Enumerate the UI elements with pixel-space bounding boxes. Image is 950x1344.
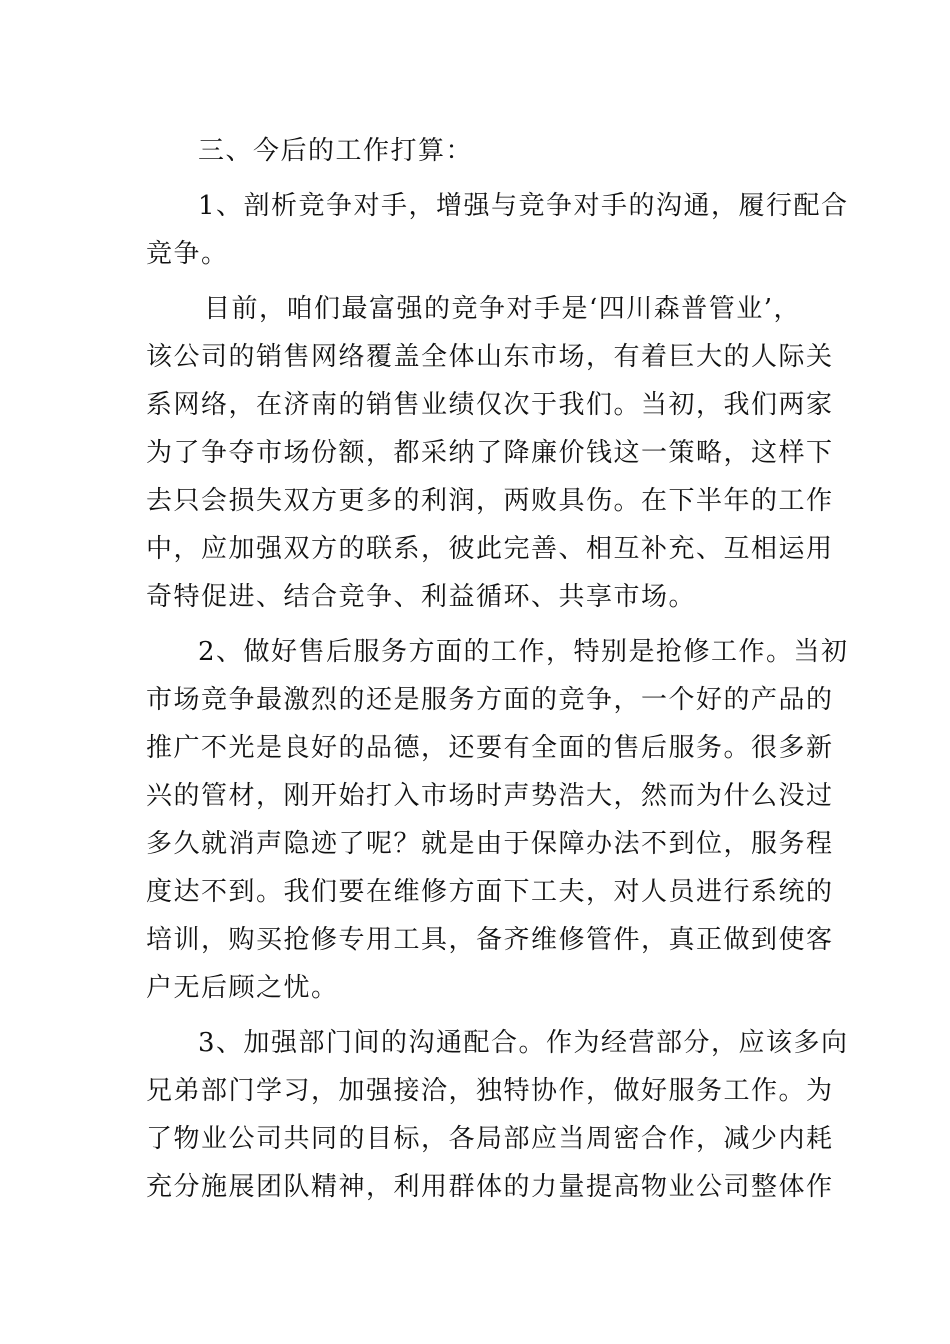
paragraph-line: 目前，咱们最富强的竞争对手是‘四川森普管业’， xyxy=(204,294,802,324)
paragraph-line: 度达不到。我们要在维修方面下工夫，对人员进行系统的 xyxy=(146,877,834,907)
paragraph-4 xyxy=(146,1019,849,1211)
document-body xyxy=(146,127,849,1218)
paragraph-line: 兴的管材，刚开始打入市场时声势浩大，然而为什么没过 xyxy=(146,781,834,811)
paragraph-line: 奇特促进、结合竞争、利益循环、共享市场。 xyxy=(146,582,697,612)
paragraph-2 xyxy=(146,285,834,621)
paragraph-line: 市场竞争最激烈的还是服务方面的竞争，一个好的产品的 xyxy=(146,685,834,715)
paragraph-line: 多久就消声隐迹了呢？就是由于保障办法不到位，服务程 xyxy=(146,829,834,859)
paragraph-line: 推广不光是良好的品德，还要有全面的售后服务。很多新 xyxy=(146,733,834,763)
paragraph-line: 该公司的销售网络覆盖全体山东市场，有着巨大的人际关 xyxy=(146,342,834,372)
paragraph-line: 去只会损失双方更多的利润，两败具伤。在下半年的工作 xyxy=(146,486,834,516)
paragraph-3 xyxy=(146,628,849,1012)
paragraph-line: 竞争。 xyxy=(146,239,229,269)
paragraph-line: 充分施展团队精神，利用群体的力量提高物业公司整体作 xyxy=(146,1172,834,1202)
paragraph-line: 兄弟部门学习，加强接洽，独特协作，做好服务工作。为 xyxy=(146,1076,834,1106)
paragraph-line: 3、加强部门间的沟通配合。作为经营部分，应该多向 xyxy=(198,1028,849,1058)
paragraph-line: 系网络，在济南的销售业绩仅次于我们。当初，我们两家 xyxy=(146,390,834,420)
paragraph-line: 2、做好售后服务方面的工作，特别是抢修工作。当初 xyxy=(198,637,849,667)
paragraph-line: 中，应加强双方的联系，彼此完善、相互补充、互相运用 xyxy=(146,534,834,564)
section-heading: 三、今后的工作打算： xyxy=(198,136,474,166)
paragraph-line: 培训，购买抢修专用工具，备齐维修管件，真正做到使客 xyxy=(146,925,834,955)
paragraph-line: 户无后顾之忧。 xyxy=(146,973,339,1003)
paragraph-line: 为了争夺市场份额，都采纳了降廉价钱这一策略，这样下 xyxy=(146,438,834,468)
paragraph-line: 了物业公司共同的目标，各局部应当周密合作，减少内耗 xyxy=(146,1124,834,1154)
paragraph-1 xyxy=(146,182,849,278)
paragraph-line: 1、剖析竞争对手，增强与竞争对手的沟通，履行配合 xyxy=(198,191,849,221)
